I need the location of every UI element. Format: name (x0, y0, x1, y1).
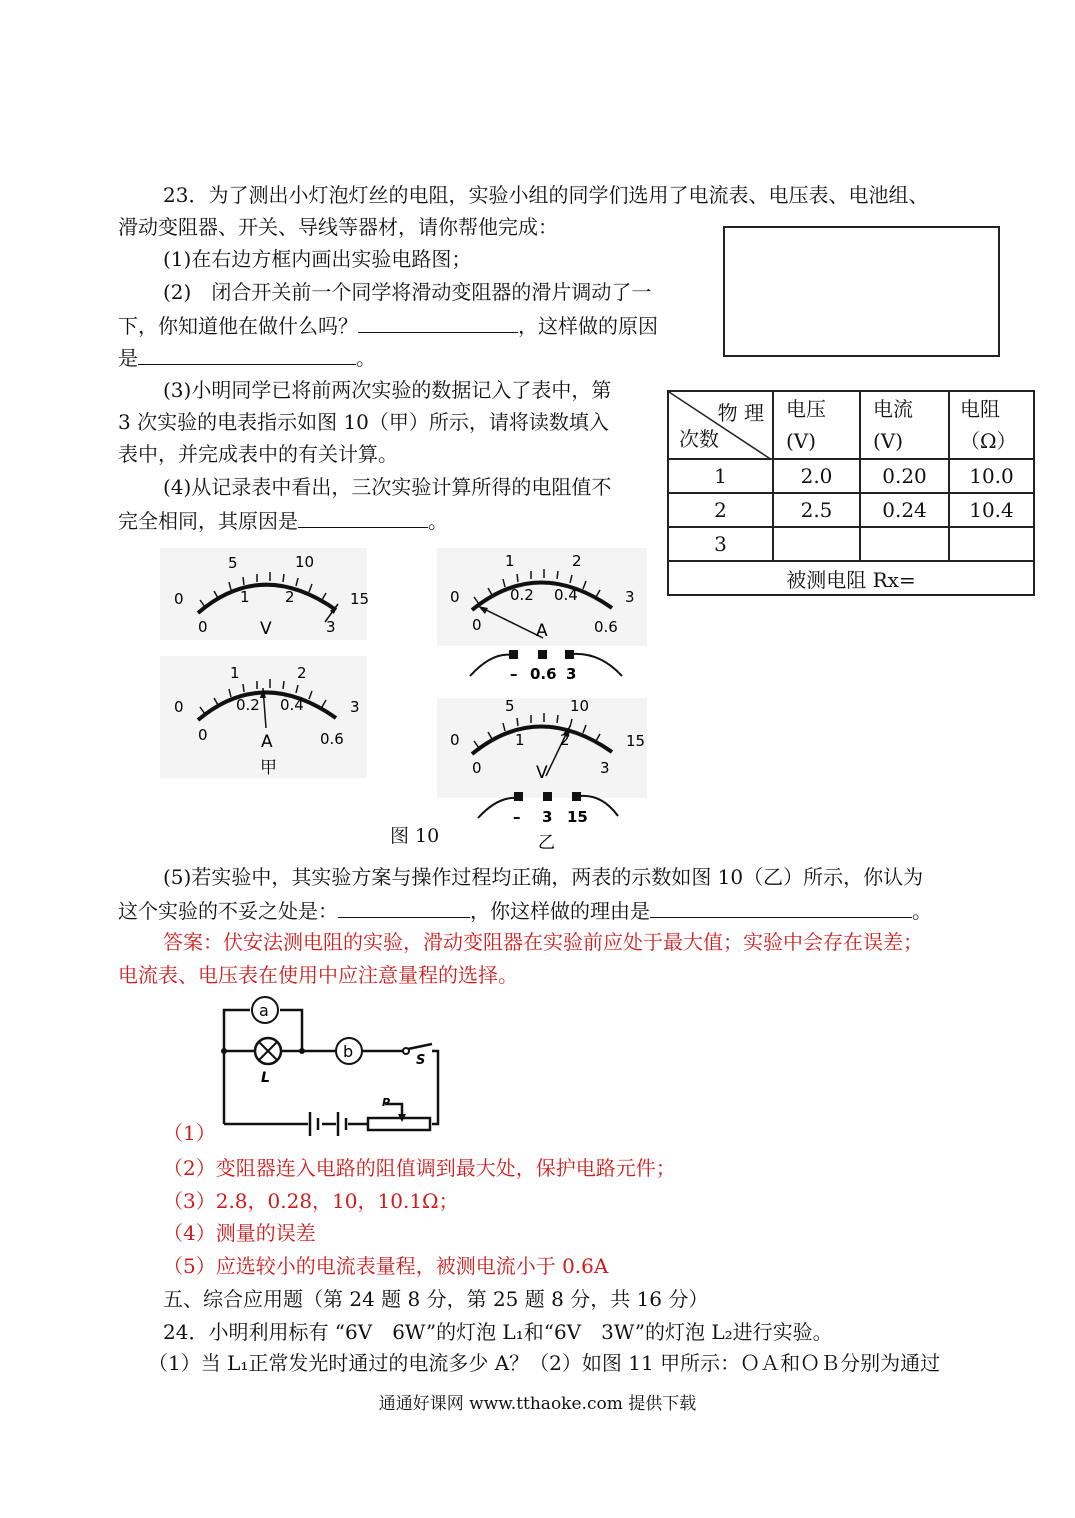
q23-part4-text-a: 完全相同，其原因是 (118, 509, 298, 533)
q24-line2: （1）当 L₁正常发光时通过的电流多少 A？（2）如图 11 甲所示：ＯＡ和ＯＢ分别为通过 (148, 1351, 941, 1375)
answer-blank[interactable] (298, 505, 428, 528)
tick-label: 3 (600, 759, 610, 777)
circuit-drawing-box[interactable] (723, 226, 1000, 357)
meter-b-label: b (343, 1042, 354, 1061)
col-resistance-unit: （Ω） (960, 429, 1017, 453)
tick-label: 0 (198, 618, 208, 636)
tick-label: 5 (228, 554, 238, 572)
q23-part3-line1: (3)小明同学已将前两次实验的数据记入了表中，第 (163, 378, 612, 402)
cell-voltage: 2.0 (773, 459, 860, 493)
terminal-label: 3 (542, 808, 553, 826)
col-current-label: 电流 (873, 397, 913, 421)
answer-part2: （2）变阻器连入电路的阻值调到最大处，保护电路元件； (163, 1156, 676, 1180)
answer-blank[interactable] (338, 895, 470, 918)
tick-label: 10 (570, 697, 590, 715)
tick-label: 0 (472, 616, 482, 634)
tick-label: 2 (297, 664, 307, 682)
q23-part2-line1: (2) 闭合开关前一个同学将滑动变阻器的滑片调动了一 (163, 280, 652, 304)
answer-part4: （4）测量的误差 (163, 1221, 316, 1245)
cell-resistance[interactable] (949, 527, 1034, 561)
tick-label: 0 (174, 698, 184, 716)
tick-label: 0.6 (320, 730, 344, 748)
table-col-voltage (773, 391, 860, 459)
lamp-icon (255, 1038, 281, 1064)
slider-label: P (382, 1096, 391, 1109)
q23-part2-text-a: 下，你知道他在做什么吗？ (118, 314, 358, 338)
answer-line2: 电流表、电压表在使用中应注意量程的选择。 (118, 963, 518, 987)
voltmeter-symbol: V (260, 619, 272, 639)
tick-label: 0.4 (554, 586, 578, 604)
cell-current: 0.20 (860, 459, 949, 493)
terminal-label: 0.6 (530, 665, 557, 683)
q23-part4-line1: (4)从记录表中看出，三次实验计算所得的电阻值不 (163, 475, 612, 499)
tick-label: 2 (560, 731, 570, 749)
table-header-physics: 物 理 (717, 401, 764, 425)
answer-part5: （5）应选较小的电流表量程，被测电流小于 0.6A (163, 1254, 609, 1278)
cell-resistance: 10.4 (949, 493, 1034, 527)
q23-part5-line2 (118, 895, 932, 926)
cell-current: 0.24 (860, 493, 949, 527)
col-voltage-label: 电压 (786, 397, 826, 421)
figure-10-meters (160, 548, 660, 868)
q23-part2-text-c: 是 (118, 346, 138, 370)
q23-part2-line3 (118, 342, 376, 373)
answer-part1: （1） (163, 1121, 216, 1145)
figure-label-yi: 乙 (538, 833, 555, 853)
q24-line1: 24．小明利用标有 “6V 6W”的灯泡 L₁和“6V 3W”的灯泡 L₂进行实验。 (163, 1320, 833, 1344)
switch-label: S (416, 1053, 426, 1068)
q23-part2-text-d: 。 (356, 346, 376, 370)
voltmeter-symbol: V (536, 763, 548, 783)
col-voltage-unit: (V) (786, 429, 817, 453)
cell-resistance: 10.0 (949, 459, 1034, 493)
col-resistance-label: 电阻 (960, 397, 1000, 421)
tick-label: 1 (505, 552, 515, 570)
cell-voltage: 2.5 (773, 493, 860, 527)
terminal-label: – (510, 665, 518, 683)
terminal-label: 15 (567, 808, 588, 826)
cell-count: 1 (668, 459, 773, 493)
tick-label: 0 (174, 590, 184, 608)
tick-label: 0 (198, 726, 208, 744)
q23-line1: 23．为了测出小灯泡灯丝的电阻，实验小组的同学们选用了电流表、电压表、电池组、 (163, 183, 929, 207)
tick-label: 3 (326, 618, 336, 636)
table-header-count: 次数 (679, 427, 719, 451)
col-current-unit: (V) (873, 429, 904, 453)
answer-blank[interactable] (138, 342, 356, 365)
tick-label: 0.2 (510, 586, 534, 604)
table-row (668, 459, 1034, 493)
q23-part3-line3: 表中，并完成表中的有关计算。 (118, 442, 398, 466)
tick-label: 0 (450, 731, 460, 749)
q23-part5-line1: (5)若实验中，其实验方案与操作过程均正确，两表的示数如图 10（乙）所示，你认为 (163, 865, 924, 889)
q23-part2-text-b: ，这样做的原因 (518, 314, 658, 338)
table-footer-rx: 被测电阻 Rx= (668, 561, 1034, 595)
q23-part5-text-b: ，你这样做的理由是 (470, 899, 650, 923)
tick-label: 10 (295, 553, 315, 571)
q23-part4-line2 (118, 505, 448, 536)
answer-blank[interactable] (358, 310, 518, 333)
tick-label: 5 (505, 697, 515, 715)
tick-label: 2 (572, 552, 582, 570)
q23-part2-line2 (118, 310, 658, 341)
lamp-label: L (261, 1070, 270, 1086)
cell-current[interactable] (860, 527, 949, 561)
q23-part3-line2: 3 次实验的电表指示如图 10（甲）所示，请将读数填入 (118, 410, 609, 434)
meter-a-label: a (259, 1001, 269, 1020)
tick-label: 0.2 (236, 696, 260, 714)
q23-part5-text-a: 这个实验的不妥之处是： (118, 899, 338, 923)
answer-line1: 答案：伏安法测电阻的实验，滑动变阻器在实验前应处于最大值；实验中会存在误差； (163, 930, 923, 954)
tick-label: 15 (350, 590, 370, 608)
figure-label-jia: 甲 (260, 758, 277, 778)
tick-label: 3 (350, 698, 360, 716)
terminal-label: 3 (566, 665, 577, 683)
table-header-diagonal (668, 391, 773, 459)
cell-count: 2 (668, 493, 773, 527)
tick-label: 1 (230, 664, 240, 682)
tick-label: 1 (515, 731, 525, 749)
answer-part3: （3）2.8，0.28，10，10.1Ω； (163, 1189, 459, 1213)
q23-part4-text-b: 。 (428, 509, 448, 533)
table-row (668, 527, 1034, 561)
answer-blank[interactable] (650, 895, 912, 918)
terminal-label: – (513, 808, 521, 826)
table-col-current (860, 391, 949, 459)
table-col-resistance (949, 391, 1034, 459)
tick-label: 0.6 (594, 618, 618, 636)
tick-label: 2 (285, 588, 295, 606)
figure-10-caption: 图 10 (390, 825, 440, 847)
tick-label: 3 (625, 588, 635, 606)
cell-count: 3 (668, 527, 773, 561)
ammeter-symbol: A (536, 621, 548, 641)
page-footer: 通通好课网 www.tthaoke.com 提供下载 (378, 1394, 697, 1414)
data-table (667, 390, 1035, 596)
cell-voltage[interactable] (773, 527, 860, 561)
tick-label: 0 (472, 759, 482, 777)
q23-line2: 滑动变阻器、开关、导线等器材，请你帮他完成： (118, 215, 558, 239)
q23-part5-text-c: 。 (912, 899, 932, 923)
tick-label: 15 (626, 732, 646, 750)
tick-label: 1 (240, 588, 250, 606)
ammeter-symbol: A (261, 732, 273, 752)
answer-circuit-diagram (210, 996, 455, 1138)
tick-label: 0 (450, 588, 460, 606)
table-row (668, 493, 1034, 527)
q23-part1: (1)在右边方框内画出实验电路图； (163, 247, 472, 271)
section-5-heading: 五、综合应用题（第 24 题 8 分，第 25 题 8 分，共 16 分） (163, 1287, 709, 1311)
tick-label: 0.4 (280, 696, 304, 714)
